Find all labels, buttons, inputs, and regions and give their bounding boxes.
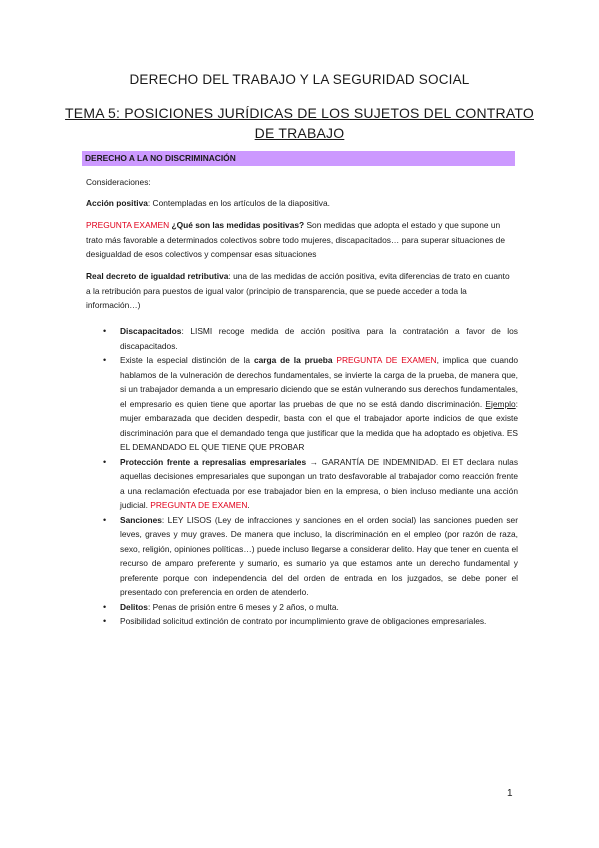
bullet-icon: • <box>103 456 107 467</box>
topic-title: TEMA 5: POSICIONES JURÍDICAS DE LOS SUJETOS DEL CONTRATO DE TRABAJO <box>65 105 534 141</box>
document-title: DERECHO DEL TRABAJO Y LA SEGURIDAD SOCIAL <box>129 72 470 87</box>
arrow-icon: → <box>306 456 322 467</box>
bullet-icon: • <box>103 355 107 365</box>
bullet-text: GARANTÍA DE INDEMNIDAD. El ET declara nulas aquellas decisiones empresariales que supongan un trato desfavorable al trabajador como reacción frente a una reclamación efectuada por ese trabajador bien en la empresa, o bien incluso mediante una acción judicial. <box>120 456 519 510</box>
exam-question-paragraph <box>86 218 516 262</box>
bullet-label: Delitos <box>120 601 148 612</box>
bullet-label: Protección frente a represalias empresariales <box>120 456 307 467</box>
pay-equality-text: : una de las medidas de acción positiva, evita diferencias de trato en cuanto a la retribución para puestos de igual valor (principio de transparencia, que se puede acceder a toda la información…) <box>86 271 510 310</box>
bullet-text: : LISMI recoge medida de acción positiva para la contratación a favor de los discapacitados. <box>120 326 518 351</box>
pay-equality-label: Real decreto de igualdad retributiva <box>86 271 229 281</box>
list-item <box>100 600 518 615</box>
list-item <box>100 324 518 353</box>
page-number: 1 <box>507 788 513 799</box>
bullet-icon: • <box>103 514 107 525</box>
positive-action-text: : Contempladas en los artículos de la diapositiva. <box>147 198 330 208</box>
bullet-icon: • <box>103 601 107 612</box>
bullet-bold: carga de la prueba <box>253 355 333 365</box>
exam-question: ¿Qué son las medidas positivas? <box>171 220 305 230</box>
bullet-text: : LEY LISOS (Ley de infracciones y sanciones en el orden social) las sanciones pueden ser leves, graves y muy graves. De manera que incluso, la discriminación en el empleo (por razón de raza, sexo, religión, opiniones políticas…) puede incluso llegarse a considerar delito. Hay que tener en cuenta el recurso de amparo preferente y sumario, es sumario ya que estamos ante un derecho fundamental y preferente porque con independencia del del orden de entrada en los juzgados, se debe poner el presentado con preferencia en orden de atenderlo. <box>120 514 518 597</box>
bullet-text: Existe la especial distinción de la <box>120 355 254 365</box>
pay-equality-paragraph <box>86 269 516 313</box>
section-heading-bar <box>82 151 515 166</box>
list-item <box>100 513 518 600</box>
exam-tag: PREGUNTA EXAMEN <box>86 220 170 230</box>
exam-tag: PREGUNTA DE EXAMEN <box>150 500 248 510</box>
bullet-label: Discapacitados <box>120 326 182 336</box>
bullet-text: : Penas de prisión entre 6 meses y 2 años, o multa. <box>147 601 339 612</box>
section-heading: DERECHO A LA NO DISCRIMINACIÓN <box>85 153 236 163</box>
positive-action-paragraph <box>86 196 516 211</box>
positive-action-label: Acción positiva <box>86 198 148 208</box>
bullet-text: . <box>247 500 250 510</box>
bullet-text: : mujer embarazada que deciden despedir, basta con el que el trabajador aporte indicios de que existe discriminación para que el demandado tenga que justificar que la medida que ha adoptado es objetiva. ES EL DEMANDADO EL QUE TIENE QUE PROBAR <box>120 398 518 452</box>
bullet-label: Sanciones <box>120 514 162 525</box>
example-label: Ejemplo <box>485 398 516 409</box>
list-item <box>100 455 518 513</box>
considerations-label: Consideraciones: <box>86 177 151 187</box>
list-item <box>100 614 518 629</box>
exam-tag: PREGUNTA DE EXAMEN <box>332 355 437 365</box>
bullet-icon: • <box>103 326 107 336</box>
bullet-list <box>100 324 518 629</box>
exam-answer: Son medidas que adopta el estado y que supone un trato más favorable a determinados colectivos sobre todo mujeres, discapacitados… para superar situaciones de desigualdad de esos colectivos y compensar esas situaciones <box>86 220 505 259</box>
bullet-icon: • <box>103 616 107 626</box>
bullet-text: Posibilidad solicitud extinción de contrato por incumplimiento grave de obligaciones empresariales. <box>120 616 487 626</box>
bullet-text: , implica que cuando hablamos de la vulneración de derechos fundamentales, se invierte la carga de la prueba, de manera que, si un trabajador demanda a un empresario diciendo que se están vulnerando sus derechos fundamentales, el empresario es quien tiene que aportar las pruebas de que no se está dando discriminación. <box>120 355 519 409</box>
list-item <box>100 353 518 455</box>
